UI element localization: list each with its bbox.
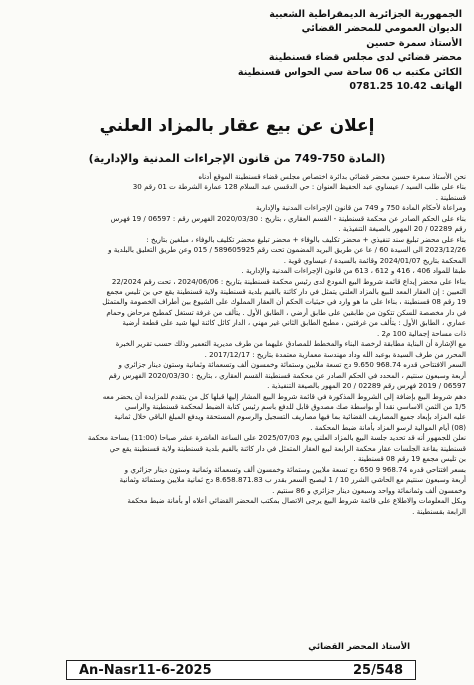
body-line: 06597 / 2019 فهرس رقم 02289 / 20 المهور بالصيغة التنفيذية .	[267, 381, 466, 391]
body-line: وبكل المعلومات والاطلاع على قائمة شروط البيع يرجى الاتصال بمكتب المحضر القضائي أعلاه أو بأمانة ضبط محكمة	[127, 496, 466, 506]
body-line: قسنطينة بقاعة الجلسات عقار محكمة الرابعة لبيع العقار المتمثل في دار كائنة بالقيم بلدية قسنطينة ولاية قسنطينة يقع حي	[109, 443, 466, 453]
body-line: عليه المزاد بإبعاد جميع المصاريف القضائية بما فيها مصاريف التسجيل والرسوم المستحقة ويدفع المبلغ الباقي خلال ثمانية	[114, 412, 466, 422]
header-line-republic: الجمهورية الجزائرية الديمقراطية الشعبية	[269, 9, 462, 20]
body-line: مع الإشارة أن البناية مطابقة لرخصة البناء والمخطط للمصادق عليهما من طرف مديرية التعمير وذلك حسب تقرير الخبرة	[115, 339, 466, 349]
body-line: المحكمة بتاريخ 2024/01/07 وقائمة بالسيدة / عيساوي قوية .	[283, 255, 466, 265]
notice-title: إعلان عن بيع عقار بالمزاد العلني	[99, 116, 375, 136]
body-line: رقم 02289 / 20 المهور بالصيغة التنفيذية .	[338, 224, 466, 234]
body-line: بسعر افتتاحي قدره 968.74 9 650 دج تسعة ملايين وستمائة وخمسون ألف وتسعمائة وثمانية وستون دينار جزائري و	[124, 464, 466, 474]
body-line: 2023/12/26 الى السيدة 60 / عا عن طريق البريد المضمون تحت رقم 589605925 / 015 وعن طريق التعليق بالبلدية و	[108, 245, 466, 255]
header-line-address: الكائن مكتبه ب 06 ساحة سي الحواس قسنطينة	[237, 66, 462, 78]
signature: الأستاذ المحضر القضائي	[308, 642, 410, 652]
notice-body	[10, 172, 466, 517]
header-line-bailiff-name: الأستاذ سمرة حسين	[366, 37, 462, 49]
header-line-court: محضر قضائي لدى مجلس قضاء قسنطينة	[268, 52, 462, 64]
body-line: طبقا للمواد 406 ، 416 و 612 ، 613 من قانون الإجراءات المدنية والإدارية .	[241, 266, 466, 276]
header-block	[192, 8, 462, 94]
body-line: دهم شروط البيع بإضافة إلى الشروط المذكورة في قائمة شروط البيع المشار إليها قبلها كل من يتقدم للمزايدة أن يحضر معه	[102, 391, 466, 401]
notice-subtitle: (المادة 750-749 من قانون الإجراءات المدنية والإدارية)	[88, 152, 386, 165]
body-line: وخمسون ألف وثمانمائة وواحد وسبعون دينار جزائري و 86 سنتيم .	[272, 485, 466, 495]
body-line: ذات مساحة إجمالية 100 م2 .	[376, 328, 466, 338]
body-line: 19 رقم 08 قسنطينة ، بناءا على ما هو وارد في حيثيات الحكم أن العقار المملوك على الشيوع بين أطراف الخصومة والمتمثل	[102, 297, 466, 307]
footer-reference-number: 25/548	[353, 662, 403, 678]
body-line: في دار مخصصة للسكن تتكون من طابقين على طابق أرضي ، الطابق الأول . يتألف من غرفة تستغل كمطبخ مرحاض وحمام	[106, 307, 466, 317]
body-line: السعر الافتتاحي قدره 968.74 9.650 دج تسعة ملايين وستمائة وخمسون ألف وتسعمائة وثمانية وستون دينار جزائري و	[118, 360, 466, 370]
body-line: أربعة وسبعون سنتيم ، المحدد في الحكم الصادر عن محكمة قسنطينة القسم العقاري ، بتاريخ : 2020/03/30 الفهرس رقم	[108, 370, 466, 380]
header-line-phone: الهاتف 10.42 0781.25	[349, 81, 462, 93]
body-line: المحرر من طرف السيدة بوعبد الله وداد مهندسة معمارية معتمدة بتاريخ : 2017/12/17 .	[204, 349, 466, 359]
newspaper-footer	[66, 660, 416, 680]
body-line: بناء على طلب السيد / عيساوي عبد الحفيظ العنوان : حي الدقسي عبد السلام 128 عمارة الشرطة ت 01 رقم 30	[132, 182, 466, 192]
body-line: بناءا على محضر إيداع قائمة شروط البيع المودع لدى رئيس محكمة قسنطينة بتاريخ : 2024/06/06 ، تحت رقم 22/2024	[111, 276, 466, 286]
body-line: ومراعاة لأحكام المادة 750 و 749 من قانون الإجراءات المدنية والإدارية	[256, 203, 466, 213]
body-line: قسنطينة .	[435, 192, 466, 202]
body-line: نعلن للجمهور أنه قد تحديد جلسة البيع بالمزاد العلني يوم 2025/07/03 على الساعة العاشرة عشر صباحا (11:00) بساحة محكمة	[87, 433, 466, 443]
body-line: بن تليس مجمع 19 رقم 08 قسنطينة .	[353, 454, 466, 464]
body-line: نحن الأستاذ سمرة حسين محضر قضائي بدائرة اختصاص مجلس قضاء قسنطينة الموقع أدناه	[198, 172, 466, 181]
body-line: 1/5 من الثمن الاساسي نقدا أو بواسطة صك مصدوق قابل للدفع باسم رئيس كتابة الضبط لمحكمة قسنطينة والراسي	[124, 401, 466, 411]
footer-publication-date: An-Nasr11-6-2025	[79, 662, 212, 678]
body-line: بناء على محضر تبليغ سند تنفيذي + محضر تكليف بالوفاء + محضر تبليغ محضر تكليف بالوفاء ، مبلغين بتاريخ :	[146, 234, 466, 244]
body-line: الرابعة بقسنطينة .	[412, 506, 466, 516]
body-line: أربعة وسبعون سنتيم مع الحاشي الشرر 10 / 1 ليصبح السعر بقدر ب 8.658.871.83 دج ثمانية ملايين وستمائة وثمانية	[119, 475, 466, 485]
body-line: التعيين : إن العقار المعد للبيع بالمزاد العلني يتمثل في دار كائنة بالقيم بلدية قسنطينة ولاية قسنطينة يقع حي بن تليس مجمع	[106, 286, 466, 296]
body-line: (08) أيام الموالية لرسو المزاد بأمانة ضبط المحكمة .	[310, 422, 466, 432]
header-line-office: الديوان العمومي للمحضر القضائي	[301, 23, 462, 35]
body-line: عماري ، الطابق الأول : يتألف من غرفتين ، مطبخ الطابق الثاني غير مهني ، الدار كائل كائنة ليها شيد على قطعة أرضية	[122, 318, 466, 328]
body-line: بناء على الحكم الصادر عن محكمة قسنطينة - القسم العقاري ، بتاريخ : 2020/03/30 الفهرس رقم : 06597 / 19 فهرس	[110, 213, 466, 223]
notice-title-block	[0, 115, 474, 167]
